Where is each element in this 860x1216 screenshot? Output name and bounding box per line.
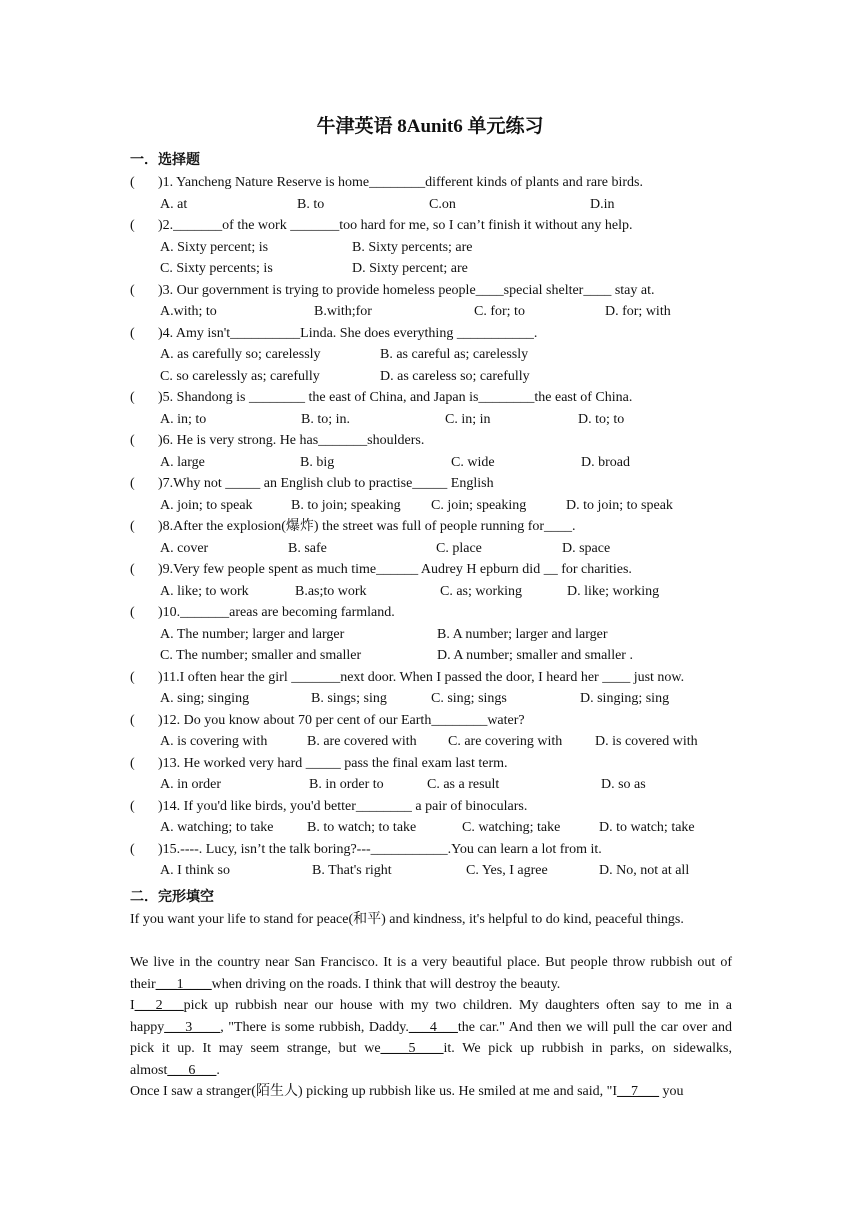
option-c: C. as; working (440, 583, 523, 599)
option-d: D. is covered with (595, 734, 698, 749)
option-row (160, 689, 740, 709)
option-c: C. place (436, 540, 482, 556)
option-a: A. like; to work (160, 583, 249, 599)
option-c: C. watching; take (462, 820, 561, 835)
question-stem: )3. Our government is trying to provide homeless people____special shelter____ stay at. (158, 282, 655, 298)
section-heading-choice: 一．选择题 (130, 152, 200, 168)
option-d: D. space (562, 540, 611, 556)
passage-text: it. We pick up rubbish in parks, on sidewalks, almost (130, 1041, 732, 1078)
option-b: B. to watch; to take (307, 820, 417, 835)
option-row (160, 775, 740, 795)
passage-text: We live in the country near San Francisco. It is a very beautiful place. But people throw rubbish out of their (130, 955, 732, 992)
option-d: D. A number; smaller and smaller . (437, 648, 633, 663)
question-8 (130, 517, 740, 537)
passage-paragraph-3 (130, 995, 732, 1081)
option-row (160, 302, 740, 322)
question-12 (130, 711, 740, 731)
answer-bracket[interactable]: ( (130, 562, 135, 577)
question-stem: )12. Do you know about 70 per cent of our Earth________water? (158, 712, 525, 728)
option-row (160, 259, 740, 279)
question-stem: )11.I often hear the girl _______next door. When I passed the door, I heard her ____ just now. (158, 669, 685, 685)
question-11 (130, 668, 740, 688)
blank-3: ___3____ (164, 1019, 221, 1035)
option-c: C. as a result (427, 777, 500, 792)
option-c: C. sing; sings (431, 691, 507, 706)
passage-text: the car." And then we will pull the car over and pick it up. It may seem strange, but we (130, 1019, 732, 1056)
option-a: A. cover (160, 540, 209, 556)
option-c: C. for; to (474, 304, 525, 319)
option-a: A. I think so (160, 863, 230, 878)
option-c: C. Yes, I agree (466, 863, 548, 878)
option-row (160, 539, 740, 559)
option-row (160, 625, 740, 645)
option-a: A. as carefully so; carelessly (160, 347, 321, 362)
passage-paragraph-1 (130, 909, 732, 931)
option-row (160, 195, 740, 215)
option-a: A.with; to (160, 304, 217, 319)
answer-bracket[interactable]: ( (130, 282, 135, 298)
question-14 (130, 797, 740, 817)
blank-7: __7___ (617, 1084, 660, 1099)
option-a: A. in order (160, 777, 222, 792)
question-stem: )9.Very few people spent as much time______ Audrey H epburn did __ for charities. (158, 562, 632, 577)
option-row (160, 453, 740, 473)
option-d: D. No, not at all (599, 863, 690, 878)
answer-bracket[interactable]: ( (130, 712, 135, 728)
option-a: A. is covering with (160, 734, 268, 749)
question-15 (130, 840, 740, 860)
passage-text: pick up rubbish near our house with my two children. My daughters often say to me in a happy (130, 998, 732, 1035)
question-stem: )5. Shandong is ________ the east of China, and Japan is________the east of China. (158, 390, 633, 405)
option-d: D. like; working (567, 583, 660, 599)
option-b: B. are covered with (307, 734, 417, 749)
question-stem: )1. Yancheng Nature Reserve is home________different kinds of plants and rare birds. (158, 175, 643, 190)
section-heading-cloze: 二．完形填空 (130, 889, 214, 905)
option-b: B. A number; larger and larger (437, 626, 608, 642)
question-stem: )7.Why not _____ an English club to practise_____ English (158, 476, 494, 491)
option-c: C. join; speaking (431, 497, 527, 513)
question-stem: )6. He is very strong. He has_______shoulders. (158, 433, 425, 448)
option-b: B.with;for (314, 304, 372, 319)
option-d: D. as careless so; carefully (380, 368, 530, 384)
option-d: D. so as (601, 777, 646, 792)
question-stem: )14. If you'd like birds, you'd better________ a pair of binoculars. (158, 798, 528, 814)
option-d: D.in (590, 196, 615, 212)
blank-2: ___2___ (134, 998, 184, 1013)
option-row (160, 646, 740, 666)
option-a: A. The number; larger and larger (160, 626, 345, 642)
option-row (160, 861, 740, 881)
option-b: B. to (297, 196, 325, 212)
passage-text: I (130, 998, 135, 1013)
option-a: A. Sixty percent; is (160, 239, 269, 255)
answer-bracket[interactable]: ( (130, 390, 135, 405)
option-c: C. are covering with (448, 734, 563, 749)
option-a: A. large (160, 454, 205, 470)
option-b: B. to; in. (301, 411, 351, 427)
option-row (160, 582, 740, 602)
question-stem: )4. Amy isn't__________Linda. She does everything ___________. (158, 325, 538, 341)
option-row (160, 818, 740, 838)
option-b: B.as;to work (295, 583, 367, 599)
page-title: 牛津英语 8Aunit6 单元练习 (316, 116, 544, 137)
option-d: D. Sixty percent; are (352, 261, 468, 276)
option-b: B. sings; sing (311, 691, 387, 706)
question-stem: )8.After the explosion(爆炸) the street was full of people running for____. (158, 519, 576, 534)
answer-bracket[interactable]: ( (130, 175, 135, 190)
question-7 (130, 474, 740, 494)
answer-bracket[interactable]: ( (130, 798, 135, 814)
question-10 (130, 603, 740, 623)
option-d: D. broad (581, 454, 630, 470)
question-5 (130, 388, 740, 408)
blank-4: ___4___ (408, 1019, 458, 1035)
answer-bracket[interactable]: ( (130, 755, 135, 771)
option-c: C. The number; smaller and smaller (160, 648, 362, 663)
option-c: C. so carelessly as; carefully (160, 368, 320, 384)
answer-bracket[interactable]: ( (130, 325, 135, 341)
option-a: A. sing; singing (160, 691, 250, 706)
option-row (160, 238, 740, 258)
option-row (160, 732, 740, 752)
question-13 (130, 754, 740, 774)
option-b: B. Sixty percents; are (352, 239, 473, 255)
option-c: C. Sixty percents; is (160, 261, 273, 276)
answer-bracket[interactable]: ( (130, 669, 135, 685)
question-4 (130, 324, 740, 344)
passage-paragraph-4 (130, 1081, 732, 1103)
blank-5: ____5____ (380, 1041, 444, 1056)
question-stem: )15.----. Lucy, isn’t the talk boring?---___________.You can learn a lot from it. (158, 841, 602, 857)
option-b: B. big (300, 454, 335, 470)
question-9 (130, 560, 740, 580)
option-row (160, 496, 740, 516)
answer-bracket[interactable]: ( (130, 841, 135, 857)
option-a: A. at (160, 196, 188, 212)
question-6 (130, 431, 740, 451)
option-a: A. in; to (160, 411, 207, 427)
question-2 (130, 216, 740, 236)
question-3 (130, 281, 740, 301)
answer-bracket[interactable]: ( (130, 218, 135, 233)
option-d: D. for; with (605, 304, 671, 319)
option-c: C.on (429, 196, 456, 212)
answer-bracket[interactable]: ( (130, 476, 135, 491)
passage-text: you (659, 1084, 684, 1099)
passage-text: . (216, 1062, 220, 1078)
option-b: B. in order to (309, 777, 384, 792)
option-d: D. to join; to speak (566, 497, 673, 513)
passage-text: If you want your life to stand for peace(和平) and kindness, it's helpful to do kind, peaceful things. (130, 912, 684, 927)
answer-bracket[interactable]: ( (130, 519, 135, 534)
option-b: B. That's right (312, 863, 392, 878)
option-d: D. to; to (578, 411, 625, 427)
option-a: A. join; to speak (160, 497, 253, 513)
option-row (160, 410, 740, 430)
passage-text: when driving on the roads. I think that will destroy the beauty. (211, 976, 561, 992)
option-a: A. watching; to take (160, 820, 274, 835)
answer-bracket[interactable]: ( (130, 433, 135, 448)
question-stem: )2._______of the work _______too hard for me, so I can’t finish it without any help. (158, 218, 633, 233)
question-stem: )13. He worked very hard _____ pass the final exam last term. (158, 755, 508, 771)
blank-6: ___6___ (167, 1062, 217, 1078)
option-c: C. wide (451, 454, 495, 470)
option-d: D. to watch; take (599, 820, 695, 835)
option-b: B. safe (288, 540, 327, 556)
option-row (160, 367, 740, 387)
answer-bracket[interactable]: ( (130, 605, 135, 620)
option-row (160, 345, 740, 365)
question-stem: )10._______areas are becoming farmland. (158, 605, 395, 620)
option-c: C. in; in (445, 411, 491, 427)
option-d: D. singing; sing (580, 691, 670, 706)
option-b: B. as careful as; carelessly (380, 347, 529, 362)
passage-text: Once I saw a stranger(陌生人) picking up rubbish like us. He smiled at me and said, "I (130, 1084, 618, 1099)
option-b: B. to join; speaking (291, 497, 401, 513)
passage-text: , "There is some rubbish, Daddy. (220, 1019, 409, 1035)
question-1 (130, 173, 740, 193)
passage-paragraph-2 (130, 952, 732, 995)
blank-1: ___1____ (155, 976, 212, 992)
